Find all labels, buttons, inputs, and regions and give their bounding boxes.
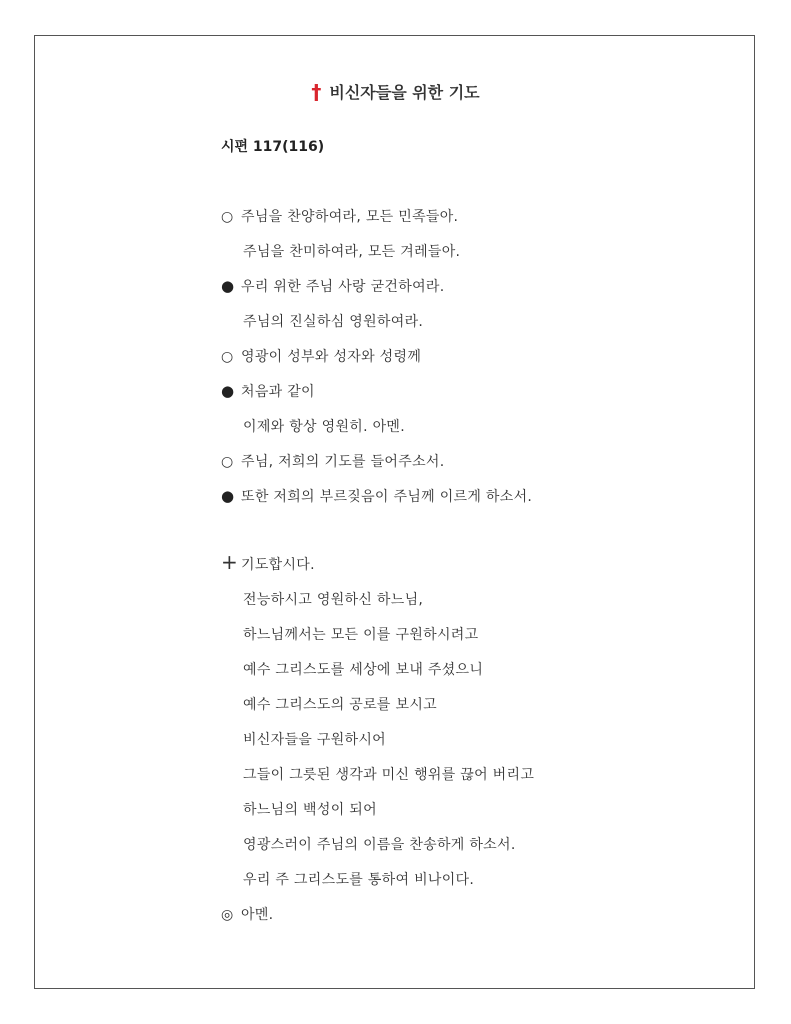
page-title xyxy=(0,80,791,104)
plus-cross-icon: + xyxy=(221,550,239,574)
open-circle-icon: ○ xyxy=(221,349,234,365)
prayer-opening: + 기도합시다. xyxy=(221,550,315,574)
prayer-line: 그들이 그릇된 생각과 미신 행위를 끊어 버리고 xyxy=(243,767,535,783)
double-circle-icon: ◎ xyxy=(221,907,234,923)
amen-line: ◎ 아멘. xyxy=(221,907,274,923)
prayer-line: 전능하시고 영원하신 하느님, xyxy=(243,592,424,608)
psalm-line: ● 또한 저희의 부르짖음이 주님께 이르게 하소서. xyxy=(221,487,533,505)
psalm-line: 주님을 찬미하여라, 모든 겨레들아. xyxy=(243,244,461,260)
open-circle-icon: ○ xyxy=(221,454,234,470)
psalm-line: ○ 주님을 찬양하여라, 모든 민족들아. xyxy=(221,209,459,225)
psalm-line: ○ 영광이 성부와 성자와 성령께 xyxy=(221,349,422,365)
prayer-line: 비신자들을 구원하시어 xyxy=(243,732,386,748)
prayer-line: 예수 그리스도를 세상에 보내 주셨으니 xyxy=(243,662,484,678)
prayer-line: 영광스러이 주님의 이름을 찬송하게 하소서. xyxy=(243,837,516,853)
psalm-line: ● 처음과 같이 xyxy=(221,382,315,400)
filled-circle-icon: ● xyxy=(221,277,235,295)
prayer-line: 예수 그리스도의 공로를 보시고 xyxy=(243,697,437,713)
filled-circle-icon: ● xyxy=(221,382,235,400)
cross-icon: † xyxy=(311,80,322,104)
psalm-reference: 시편 117(116) xyxy=(221,139,325,155)
open-circle-icon: ○ xyxy=(221,209,234,225)
title-text: 비신자들을 위한 기도 xyxy=(329,83,480,102)
prayer-line: 우리 주 그리스도를 통하여 비나이다. xyxy=(243,872,475,888)
psalm-line: ● 우리 위한 주님 사랑 굳건하여라. xyxy=(221,277,445,295)
prayer-line: 하느님께서는 모든 이를 구원하시려고 xyxy=(243,627,479,643)
psalm-line: 주님의 진실하심 영원하여라. xyxy=(243,314,424,330)
prayer-line: 하느님의 백성이 되어 xyxy=(243,802,377,818)
filled-circle-icon: ● xyxy=(221,487,235,505)
psalm-line: 이제와 항상 영원히. 아멘. xyxy=(243,419,405,435)
psalm-line: ○ 주님, 저희의 기도를 들어주소서. xyxy=(221,454,445,470)
